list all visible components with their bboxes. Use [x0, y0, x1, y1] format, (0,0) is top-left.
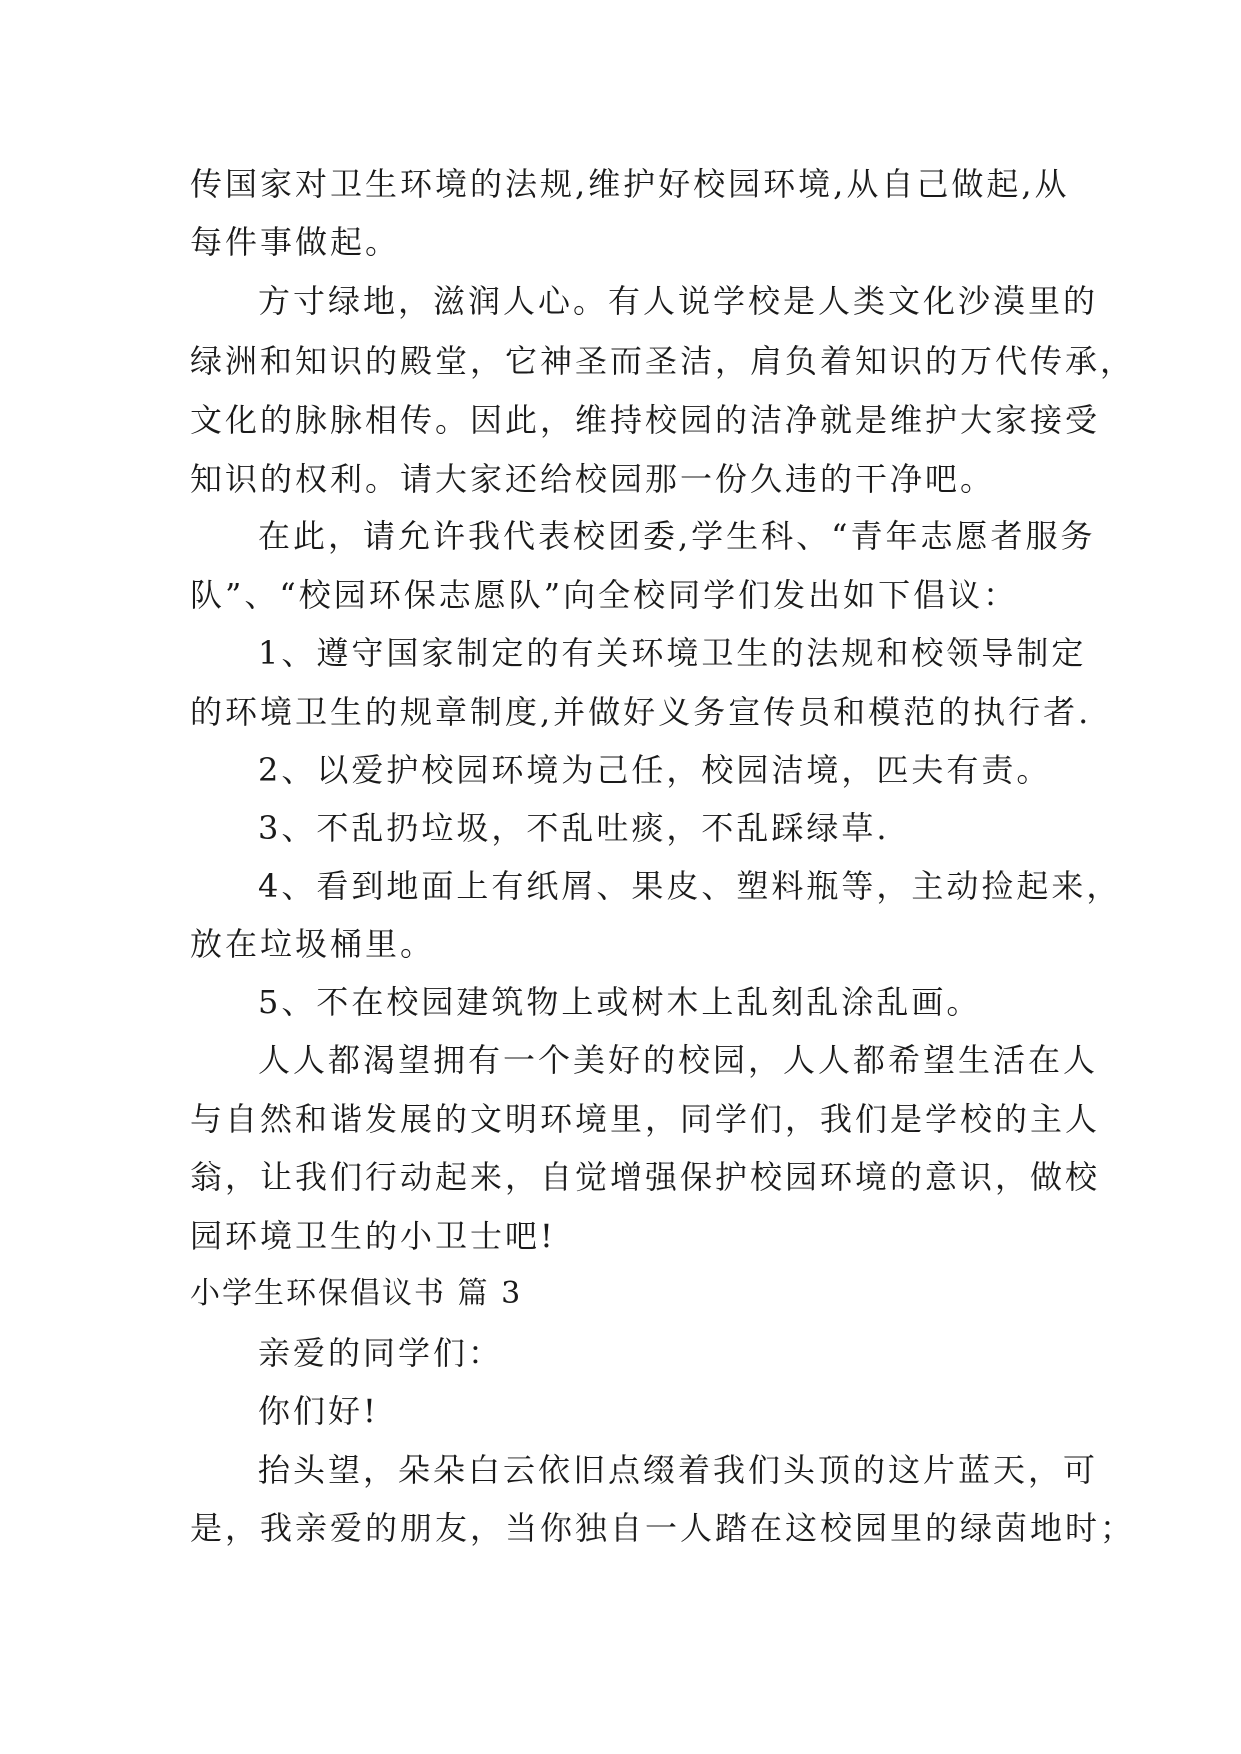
paragraph-line: 与自然和谐发展的文明环境里，同学们，我们是学校的主人 [190, 1100, 1101, 1138]
paragraph-line: 园环境卫生的小卫士吧! [190, 1217, 556, 1255]
salutation: 亲爱的同学们： [258, 1334, 504, 1372]
paragraph-line: 传国家对卫生环境的法规,维护好校园环境,从自己做起,从 [190, 165, 1070, 203]
list-item: 1、遵守国家制定的有关环境卫生的法规和校领导制定 [258, 634, 1087, 672]
paragraph-line: 在此，请允许我代表校团委,学生科、“青年志愿者服务 [258, 517, 1096, 555]
paragraph-line: 文化的脉脉相传。因此，维持校园的洁净就是维护大家接受 [190, 401, 1101, 439]
paragraph-line: 人人都渴望拥有一个美好的校园，人人都希望生活在人 [258, 1041, 1099, 1079]
section-heading: 小学生环保倡议书 篇 3 [190, 1276, 523, 1311]
paragraph-line: 是，我亲爱的朋友，当你独自一人踏在这校园里的绿茵地时； [190, 1509, 1136, 1547]
paragraph-line: 方寸绿地，滋润人心。有人说学校是人类文化沙漠里的 [258, 282, 1099, 320]
paragraph-line: 队”、“校园环保志愿队”向全校同学们发出如下倡议： [190, 576, 1019, 614]
list-item-continuation: 的环境卫生的规章制度,并做好义务宣传员和模范的执行者. [190, 693, 1092, 731]
list-item-continuation: 放在垃圾桶里。 [190, 925, 436, 963]
paragraph-line: 每件事做起。 [190, 223, 401, 261]
paragraph-line: 抬头望，朵朵白云依旧点缀着我们头顶的这片蓝天，可 [258, 1451, 1099, 1489]
list-item: 3、不乱扔垃圾，不乱吐痰，不乱踩绿草. [258, 809, 890, 847]
list-item: 4、看到地面上有纸屑、果皮、塑料瓶等，主动捡起来， [258, 867, 1122, 905]
paragraph-line: 翁，让我们行动起来，自觉增强保护校园环境的意识，做校 [190, 1158, 1101, 1196]
paragraph-line: 绿洲和知识的殿堂，它神圣而圣洁，肩负着知识的万代传承， [190, 342, 1136, 380]
greeting: 你们好! [258, 1392, 379, 1430]
paragraph-line: 知识的权利。请大家还给校园那一份久违的干净吧。 [190, 460, 996, 498]
list-item: 5、不在校园建筑物上或树木上乱刻乱涂乱画。 [258, 983, 982, 1021]
list-item: 2、以爱护校园环境为己任，校园洁境，匹夫有责。 [258, 751, 1052, 789]
